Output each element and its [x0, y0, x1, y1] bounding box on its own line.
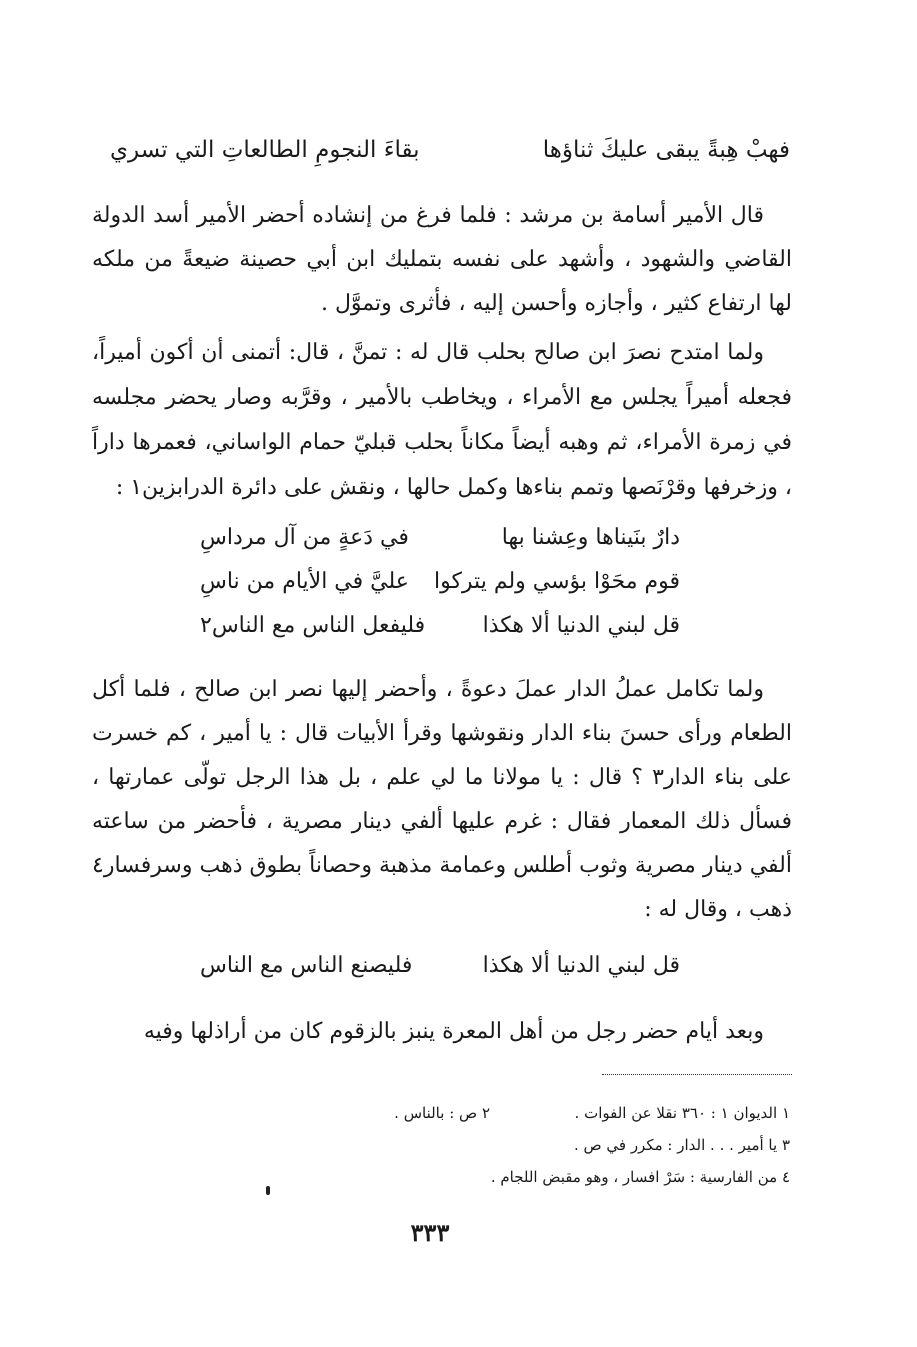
poem-line-1: [200, 516, 680, 560]
poem-line-2-second: عليَّ في الأيام من ناسِ: [200, 569, 409, 594]
page-number: ٣٣٣: [410, 1218, 450, 1247]
footnote-2: ٢ ص : بالناس .: [394, 1104, 490, 1122]
poem-line-3-first: قل لبني الدنيا ألا هكذا: [482, 613, 680, 638]
footnote-row-3: [230, 1161, 790, 1193]
footnote-row-2: [230, 1129, 790, 1161]
verse-first-hemistich: فهبْ هِبةً يبقى عليكَ ثناؤها: [542, 137, 790, 163]
single-verse: [200, 944, 680, 988]
paragraph-3: [92, 668, 792, 932]
poem-line-3: [200, 604, 680, 648]
paragraph-2-text: ولما امتدح نصرَ ابن صالح بحلب قال له : تمنَّ ، قال: أتمنى أن أكون أميراً، فجعله أميراً يجلس مع الأمراء ، ويخاطب بالأمير ، وقرَّبه وصار يحضر مجلسه في زمرة الأمراء، ثم وهبه أيضاً مكاناً بحلب قبليّ حمام الواساني، فعمرها داراً ، وزخرفها وقرْنَصها وتمم بناءها وكمل حالها ، ونقش على دائرة الدرابزين١ :: [92, 340, 792, 500]
poem: [200, 516, 680, 648]
poem-line-2: [200, 560, 680, 604]
paragraph-4: [92, 1010, 792, 1054]
poem-line-2-first: قوم محَوْا بؤسي ولم يتركوا: [433, 569, 680, 594]
single-verse-second: فليصنع الناس مع الناس: [200, 953, 413, 978]
poem-line-1-second: في دَعةٍ من آل مرداسِ: [200, 525, 409, 550]
footnote-row-1: [230, 1097, 790, 1129]
footnotes: [230, 1097, 790, 1193]
paragraph-2: [92, 330, 792, 510]
paragraph-1: [92, 194, 792, 326]
paragraph-1-text: قال الأمير أسامة بن مرشد : فلما فرغ من إنشاده أحضر الأمير أسد الدولة القاضي والشهود ، وأشهد على نفسه بتمليك ابن أبي حصينة ضيعةً من ملكه لها ارتفاع كثير ، وأجازه وأحسن إليه ، فأثرى وتموَّل .: [92, 203, 792, 316]
opening-verse: [110, 128, 790, 172]
paragraph-4-text: وبعد أيام حضر رجل من أهل المعرة ينبز بالزقوم كان من أراذلها وفيه: [143, 1019, 764, 1044]
poem-line-1-first: دارٌ بنَيناها وعِشنا بها: [501, 525, 680, 550]
footnote-3: ٣ يا أمير . . . الدار : مكرر في ص .: [573, 1136, 790, 1154]
verse-second-hemistich: بقاءَ النجومِ الطالعاتِ التي تسري: [110, 137, 420, 163]
footnote-4: ٤ من الفارسية : سَرْ افسار ، وهو مقبض اللجام .: [490, 1168, 790, 1186]
footnote-separator: [602, 1074, 792, 1075]
ink-speck: [266, 1186, 270, 1195]
poem-line-3-second: فليفعل الناس مع الناس٢: [200, 613, 426, 638]
footnote-1: ١ الديوان ١ : ٣٦٠ نقلا عن الفوات .: [574, 1104, 790, 1122]
single-verse-first: قل لبني الدنيا ألا هكذا: [482, 953, 680, 978]
paragraph-3-text: ولما تكامل عملُ الدار عملَ دعوةً ، وأحضر إليها نصر ابن صالح ، فلما أكل الطعام ورأى حسنَ بناء الدار ونقوشها وقرأ الأبيات قال : يا أمير ، كم خسرت على بناء الدار٣ ؟ قال : يا مولانا ما لي علم ، بل هذا الرجل تولّى عمارتها ، فسأل ذلك المعمار فقال : غرم عليها ألفي دينار مصرية ، فأحضر من ساعته ألفي دينار مصرية وثوب أطلس وعمامة مذهبة وحصاناً بطوق ذهب وسرفسار٤ ذهب ، وقال له :: [92, 677, 792, 922]
